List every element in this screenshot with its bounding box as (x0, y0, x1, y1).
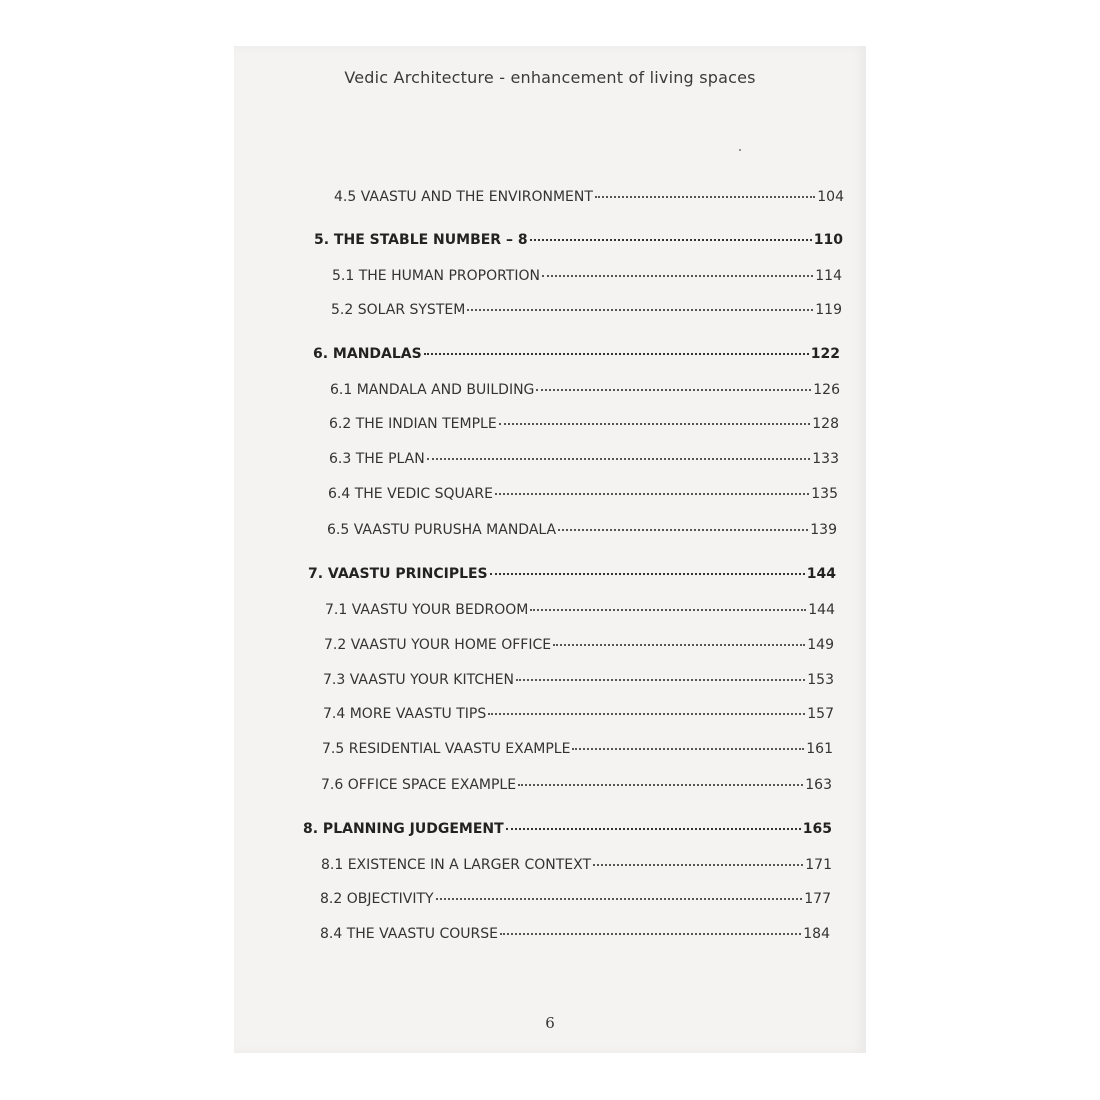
toc-entry-page: 144 (808, 602, 835, 618)
toc-entry-page: 165 (802, 821, 832, 837)
dot-leader (553, 644, 805, 646)
toc-chapter (308, 566, 836, 582)
toc-entry (327, 522, 837, 538)
toc-entry-label: 7.6 OFFICE SPACE EXAMPLE (321, 777, 517, 793)
toc-entry (322, 741, 833, 757)
toc-entry-label: 4.5 VAASTU AND THE ENVIRONMENT (334, 189, 593, 205)
toc-chapter (313, 346, 840, 362)
dot-leader (572, 748, 804, 750)
toc-entry (332, 268, 842, 284)
toc-chapter (303, 821, 832, 837)
toc-entry (323, 706, 834, 722)
dot-leader (499, 423, 811, 425)
dot-leader (558, 529, 808, 531)
toc-entry-label: 6. MANDALAS (313, 346, 422, 362)
toc-entry (334, 189, 844, 205)
toc-entry-page: 144 (806, 566, 836, 582)
toc-entry-label: 5.1 THE HUMAN PROPORTION (332, 268, 540, 284)
dot-leader (424, 353, 809, 355)
dot-leader (518, 784, 803, 786)
toc-entry-label: 5.2 SOLAR SYSTEM (331, 302, 466, 318)
dot-leader (436, 898, 803, 900)
dot-leader (427, 458, 811, 460)
dot-leader (495, 493, 809, 495)
toc-entry-label: 7.2 VAASTU YOUR HOME OFFICE (324, 637, 552, 653)
toc-entry-label: 6.3 THE PLAN (329, 451, 425, 467)
paper-speck (739, 149, 741, 151)
book-page (234, 46, 866, 1053)
dot-leader (500, 933, 801, 935)
toc-entry-page: 128 (812, 416, 839, 432)
toc-entry-page: 163 (805, 777, 832, 793)
toc-entry-page: 161 (806, 741, 833, 757)
toc-entry-page: 122 (810, 346, 840, 362)
toc-entry-label: 6.2 THE INDIAN TEMPLE (329, 416, 497, 432)
dot-leader (536, 389, 811, 391)
toc-entry-label: 5. THE STABLE NUMBER – 8 (314, 232, 528, 248)
dot-leader (506, 828, 801, 830)
toc-chapter (314, 232, 843, 248)
toc-entry-page: 135 (811, 486, 838, 502)
toc-entry-page: 157 (807, 706, 834, 722)
toc-entry-label: 7.5 RESIDENTIAL VAASTU EXAMPLE (322, 741, 571, 757)
toc-entry (323, 672, 834, 688)
toc-entry-label: 7. VAASTU PRINCIPLES (308, 566, 488, 582)
toc-entry-label: 6.1 MANDALA AND BUILDING (330, 382, 535, 398)
toc-entry-page: 153 (807, 672, 834, 688)
dot-leader (530, 239, 812, 241)
toc-entry (331, 302, 842, 318)
dot-leader (530, 609, 806, 611)
toc-entry-page: 119 (815, 302, 842, 318)
toc-entry-page: 110 (813, 232, 843, 248)
toc-entry (321, 857, 832, 873)
toc-entry-page: 139 (810, 522, 837, 538)
toc-entry-label: 8.2 OBJECTIVITY (320, 891, 434, 907)
toc-entry-page: 184 (803, 926, 830, 942)
running-head: Vedic Architecture - enhancement of living spaces (344, 68, 756, 87)
toc-entry-label: 8. PLANNING JUDGEMENT (303, 821, 504, 837)
dot-leader (488, 713, 805, 715)
toc-entry (328, 486, 838, 502)
toc-entry (329, 416, 839, 432)
toc-entry-page: 126 (813, 382, 840, 398)
dot-leader (593, 864, 803, 866)
toc-entry (329, 451, 839, 467)
toc-entry (330, 382, 840, 398)
page-number: 6 (545, 1014, 555, 1032)
toc-entry-label: 6.5 VAASTU PURUSHA MANDALA (327, 522, 557, 538)
toc-entry-label: 8.1 EXISTENCE IN A LARGER CONTEXT (321, 857, 592, 873)
toc-entry-label: 7.3 VAASTU YOUR KITCHEN (323, 672, 514, 688)
dot-leader (595, 196, 815, 198)
toc-entry (320, 926, 830, 942)
toc-entry (320, 891, 831, 907)
toc-entry-label: 6.4 THE VEDIC SQUARE (328, 486, 493, 502)
toc-entry-page: 177 (804, 891, 831, 907)
toc-entry-page: 149 (807, 637, 834, 653)
toc-entry-page: 133 (812, 451, 839, 467)
toc-entry-label: 8.4 THE VAASTU COURSE (320, 926, 498, 942)
dot-leader (542, 275, 813, 277)
toc-entry-label: 7.1 VAASTU YOUR BEDROOM (325, 602, 529, 618)
toc-entry-page: 171 (805, 857, 832, 873)
toc-entry-page: 114 (815, 268, 842, 284)
toc-entry-label: 7.4 MORE VAASTU TIPS (323, 706, 487, 722)
dot-leader (490, 573, 805, 575)
toc-entry (324, 637, 834, 653)
dot-leader (516, 679, 805, 681)
toc-entry-page: 104 (817, 189, 844, 205)
toc-entry (325, 602, 835, 618)
toc-entry (321, 777, 832, 793)
dot-leader (467, 309, 813, 311)
